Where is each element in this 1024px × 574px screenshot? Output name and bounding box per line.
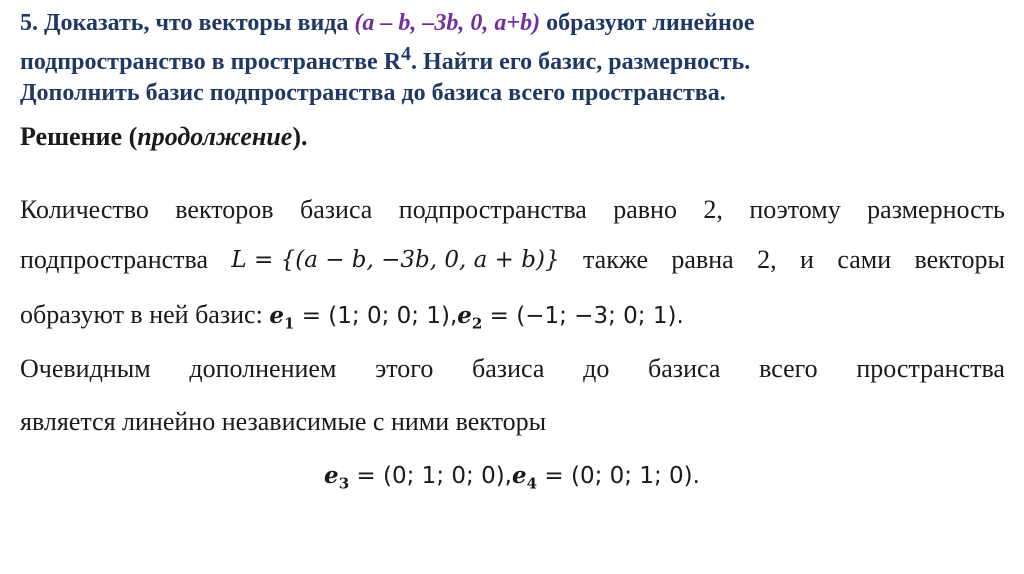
body-line-3	[20, 298, 1005, 341]
body-word: векторы	[914, 245, 1005, 274]
body-line-5: является линейно независимые с ними векторы	[20, 407, 547, 436]
e1-value: = (1; 0; 0; 1),	[294, 303, 458, 329]
solution-heading	[20, 122, 308, 152]
task-text: 5. Доказать, что векторы вида	[20, 10, 355, 36]
task-line-2	[20, 39, 1004, 78]
body-word: Очевидным	[20, 354, 151, 383]
e2-value: = (−1; −3; 0; 1).	[482, 303, 684, 329]
task-text: подпространство в пространстве R	[20, 49, 402, 75]
body-word: подпространства	[398, 195, 587, 224]
continuation-label: продолжение	[137, 122, 293, 151]
body-word: 2,	[703, 195, 723, 224]
body-line-6	[0, 458, 1024, 501]
basis-vector-e3: $e_3$	[324, 462, 350, 493]
solution-heading-end: ).	[292, 122, 308, 151]
body-word: базиса	[648, 354, 721, 383]
task-line-3: Дополнить базис подпространства до базиса всего пространства.	[20, 80, 726, 106]
body-word: равна	[671, 245, 734, 274]
space-dimension: 4	[401, 43, 412, 65]
body-word: сами	[837, 245, 892, 274]
body-word: базиса	[472, 354, 545, 383]
body-word: также	[583, 245, 649, 274]
body-word: этого	[375, 354, 434, 383]
body-line-4	[20, 352, 1005, 386]
body-word: Количество	[20, 195, 149, 224]
body-word: поэтому	[749, 195, 841, 224]
body-text: образуют в ней базис:	[20, 300, 270, 329]
task-text: образуют линейное	[540, 10, 755, 36]
body-line-1	[20, 193, 1005, 227]
body-word: векторов	[175, 195, 274, 224]
body-word: размерность	[867, 195, 1005, 224]
basis-vector-e4: $e_4$	[512, 462, 538, 493]
body-word: пространства	[856, 354, 1005, 383]
body-word: базиса	[299, 195, 373, 224]
body-word: всего	[759, 354, 818, 383]
e3-value: = (0; 1; 0; 0),	[349, 463, 512, 489]
body-line-2	[20, 243, 1005, 277]
basis-vector-e1: $e_1$	[269, 302, 295, 333]
basis-vector-e2: $e_2$	[457, 302, 483, 333]
solution-label: Решение (	[20, 122, 138, 151]
e4-value: = (0; 0; 1; 0).	[537, 463, 700, 489]
task-statement	[20, 8, 1004, 109]
task-line-1	[20, 8, 1004, 39]
task-text: . Найти его базис, размерность.	[411, 49, 751, 75]
body-word: 2,	[757, 245, 777, 274]
subspace-formula: L = {(a − b, −3b, 0, a + b)}	[231, 247, 560, 273]
body-word: и	[800, 245, 814, 274]
body-word: дополнением	[189, 354, 337, 383]
body-text: подпространства	[20, 245, 209, 274]
task-vector-form: (a – b, –3b, 0, a+b)	[354, 10, 541, 36]
body-word: равно	[613, 195, 677, 224]
body-word: до	[583, 354, 610, 383]
